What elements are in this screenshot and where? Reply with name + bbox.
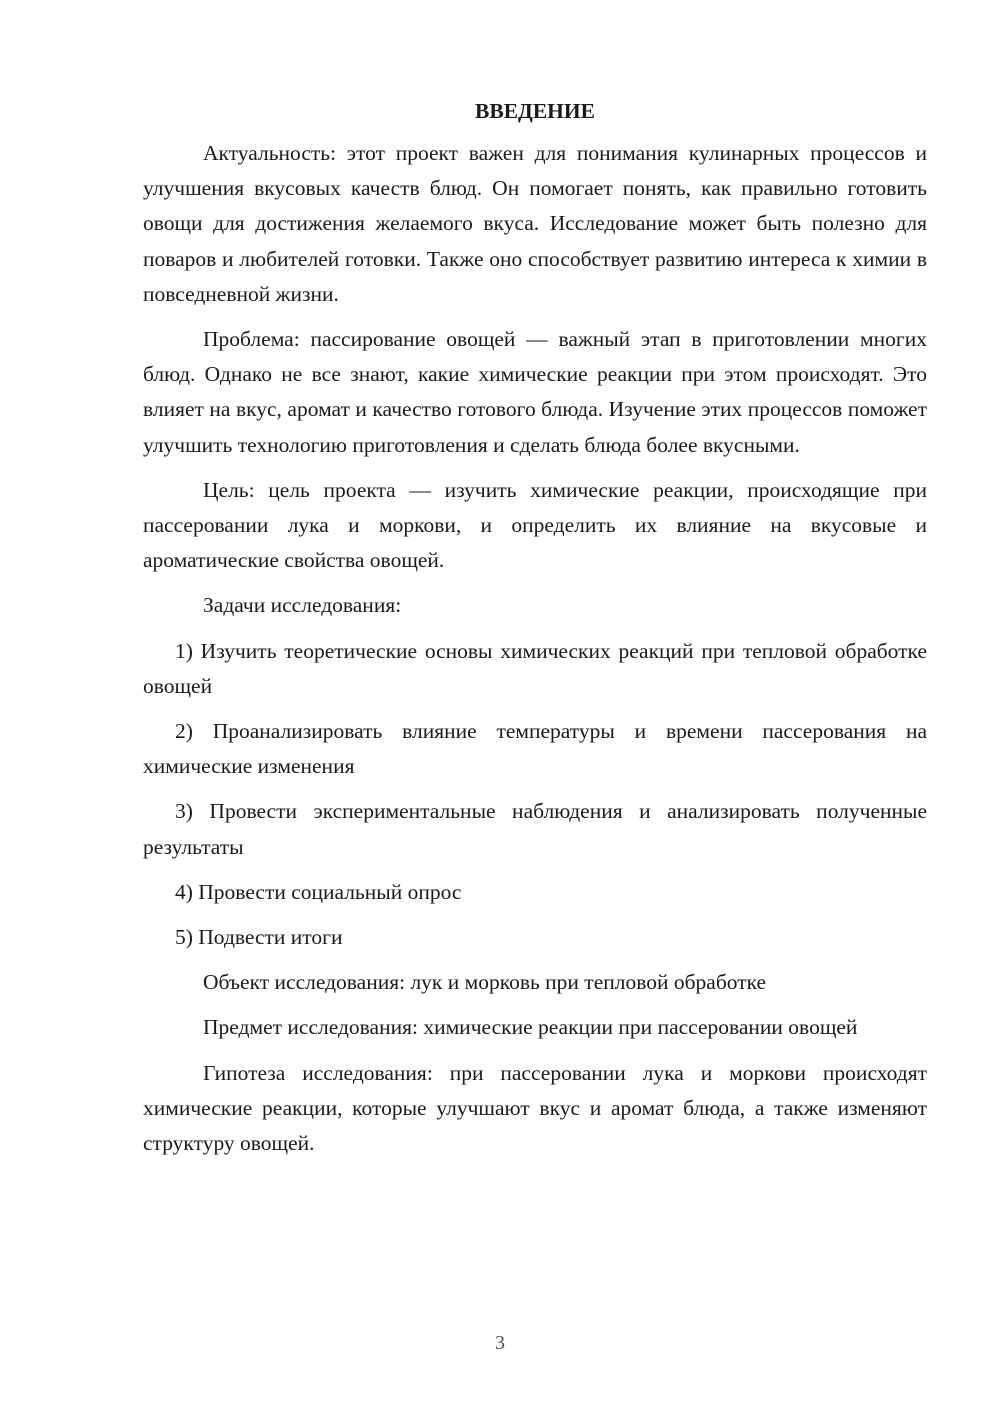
paragraph-hypothesis: Гипотеза исследования: при пассеровании лука и моркови происходят химические реакции, которые улучшают вкус и аромат блюда, а также изменяют структуру овощей. bbox=[143, 1060, 927, 1156]
task-item-3: 3) Провести экспериментальные наблюдения и анализировать полученные результаты bbox=[143, 799, 927, 859]
paragraph-tasks-heading: Задачи исследования: bbox=[203, 593, 402, 618]
task-item-2: 2) Проанализировать влияние температуры и времени пассерования на химические изменения bbox=[143, 719, 927, 779]
page-number: 3 bbox=[495, 1332, 505, 1354]
paragraph-goal: Цель: цель проекта — изучить химические реакции, происходящие при пассеровании лука и моркови, и определить их влияние на вкусовые и ароматические свойства овощей. bbox=[143, 477, 927, 573]
task-item-1: 1) Изучить теоретические основы химических реакций при тепловой обработке овощей bbox=[143, 638, 927, 698]
section-title: ВВЕДЕНИЕ bbox=[475, 99, 595, 123]
task-item-5: 5) Подвести итоги bbox=[175, 925, 343, 950]
paragraph-subject: Предмет исследования: химические реакции при пассеровании овощей bbox=[203, 1015, 858, 1040]
paragraph-object: Объект исследования: лук и морковь при тепловой обработке bbox=[203, 970, 767, 995]
paragraph-relevance: Актуальность: этот проект важен для понимания кулинарных процессов и улучшения вкусовых качеств блюд. Он помогает понять, как правильно готовить овощи для достижения желаемого вкуса. Исследование может быть полезно для поваров и любителей готовки. Также оно способствует развитию интереса к химии в повседневной жизни. bbox=[143, 141, 927, 306]
task-item-4: 4) Провести социальный опрос bbox=[175, 879, 462, 904]
document-page bbox=[143, 92, 927, 1171]
paragraph-problem: Проблема: пассирование овощей — важный этап в приготовлении многих блюд. Однако не все знают, какие химические реакции при этом происходят. Это влияет на вкус, аромат и качество готового блюда. Изучение этих процессов поможет улучшить технологию приготовления и сделать блюда более вкусными. bbox=[143, 327, 927, 457]
